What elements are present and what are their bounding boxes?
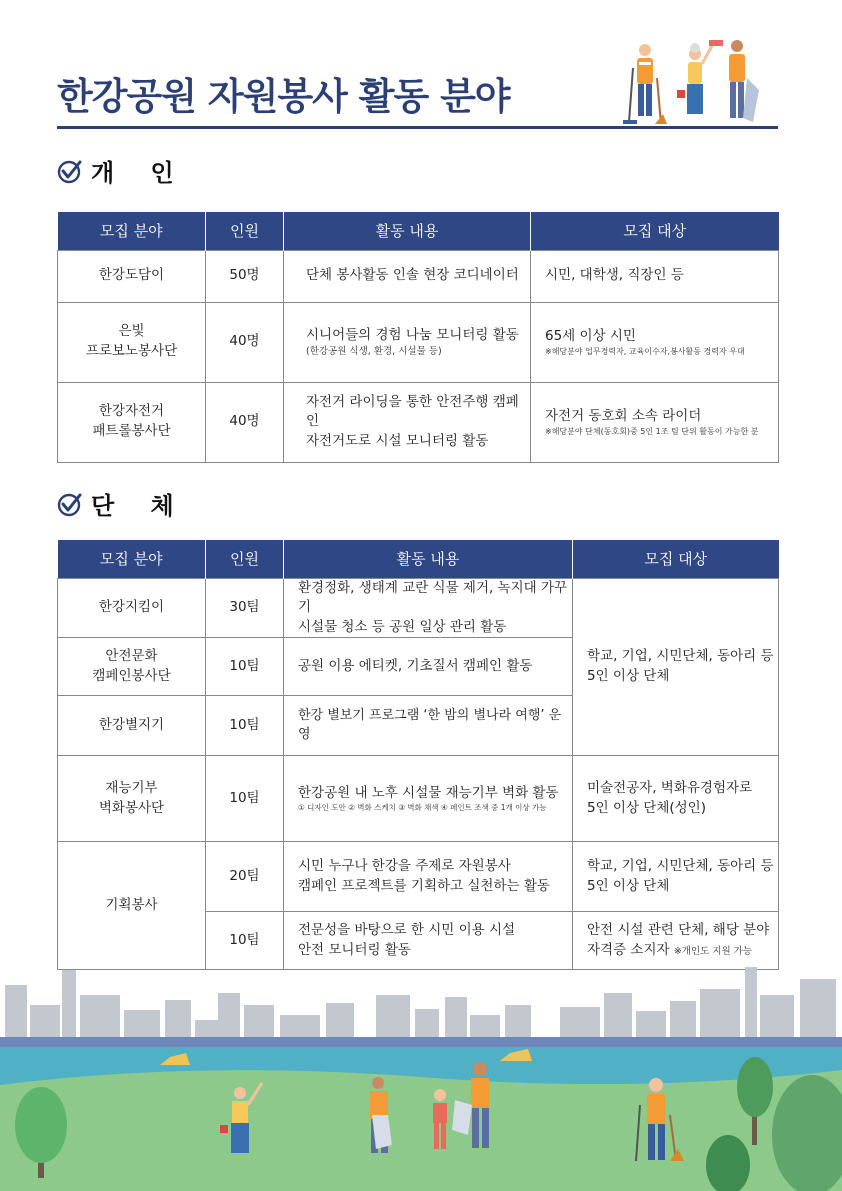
- table-row: [58, 756, 779, 842]
- target-cell: [531, 302, 779, 382]
- section-individual: [57, 153, 188, 188]
- check-circle-icon: [57, 491, 83, 517]
- field-cell: 기획봉사: [58, 842, 206, 970]
- activity-cell: 공원 이용 에티켓, 기초질서 캠페인 활동: [284, 638, 573, 696]
- column-header: 인원: [206, 212, 284, 250]
- volunteer-illustration: [615, 38, 765, 130]
- park-scene-illustration: [0, 965, 842, 1191]
- field-cell: 재능기부 벽화봉사단: [58, 756, 206, 842]
- field-cell: 안전문화 캠페인봉사단: [58, 638, 206, 696]
- column-header: 모집 분야: [58, 212, 206, 250]
- count-cell: 20팀: [206, 842, 284, 912]
- activity-cell: 전문성을 바탕으로 한 시민 이용 시설 안전 모니터링 활동: [284, 912, 573, 970]
- target-cell: 미술전공자, 벽화유경험자로 5인 이상 단체(성인): [573, 756, 779, 842]
- count-cell: 10팀: [206, 696, 284, 756]
- table-header-row: [58, 212, 779, 250]
- column-header: 모집 대상: [531, 212, 779, 250]
- column-header: 활동 내용: [284, 212, 531, 250]
- count-cell: 10팀: [206, 912, 284, 970]
- table-header-row: [58, 540, 779, 578]
- activity-cell: 자전거 라이딩을 통한 안전주행 캠페인 자전거도로 시설 모니터링 활동: [284, 382, 531, 462]
- activity-cell: [284, 756, 573, 842]
- target-cell: [573, 912, 779, 970]
- activity-text: 한강공원 내 노후 시설물 재능기부 벽화 활동: [298, 784, 559, 801]
- section-individual-heading: 개 인: [91, 159, 188, 187]
- group-table: [57, 540, 779, 970]
- section-group-heading: 단 체: [91, 492, 188, 520]
- target-note: ※개인도 지원 가능: [673, 945, 753, 957]
- field-cell: 은빛 프로보노봉사단: [58, 302, 206, 382]
- target-text: 65세 이상 시민: [545, 327, 636, 344]
- column-header: 모집 대상: [573, 540, 779, 578]
- table-row: [58, 250, 779, 302]
- field-cell: 한강별지기: [58, 696, 206, 756]
- activity-cell: [284, 302, 531, 382]
- column-header: 활동 내용: [284, 540, 573, 578]
- target-cell: [531, 382, 779, 462]
- count-cell: 30팀: [206, 578, 284, 638]
- check-circle-icon: [57, 158, 83, 184]
- activity-text: 시니어들의 경험 나눔 모니터링 활동: [306, 326, 519, 343]
- target-cell: 학교, 기업, 시민단체, 동아리 등 5인 이상 단체: [573, 578, 779, 756]
- activity-subtext: (한강공원 식생, 환경, 시설물 등): [306, 346, 442, 358]
- target-text: 자전거 동호회 소속 라이더: [545, 407, 702, 424]
- table-row: [58, 302, 779, 382]
- target-note: ※해당분야 업무경력자, 교육이수자,봉사활동 경력자 우대: [545, 347, 745, 357]
- activity-subtext: ① 디자인 도안 ② 벽화 스케치 ③ 벽화 채색 ④ 페인트 조색 중 1개 이상 가능: [298, 803, 547, 813]
- target-cell: 시민, 대학생, 직장인 등: [531, 250, 779, 302]
- activity-cell: 한강 별보기 프로그램 ‘한 밤의 별나라 여행’ 운영: [284, 696, 573, 756]
- individual-table: [57, 212, 779, 463]
- field-cell: 한강도담이: [58, 250, 206, 302]
- column-header: 인원: [206, 540, 284, 578]
- target-text: 안전 시설 관련 단체, 해당 분야 자격증 소지자: [587, 922, 770, 958]
- activity-cell: 시민 누구나 한강을 주제로 자원봉사 캠페인 프로젝트를 기획하고 실천하는 활동: [284, 842, 573, 912]
- field-cell: 한강지킴이: [58, 578, 206, 638]
- count-cell: 50명: [206, 250, 284, 302]
- activity-cell: 단체 봉사활동 인솔 현장 코디네이터: [284, 250, 531, 302]
- page-title: 한강공원 자원봉사 활동 분야: [57, 75, 510, 118]
- table-row: [58, 578, 779, 638]
- count-cell: 40명: [206, 382, 284, 462]
- count-cell: 10팀: [206, 638, 284, 696]
- activity-cell: 환경정화, 생태계 교란 식물 제거, 녹지대 가꾸기 시설물 청소 등 공원 일상 관리 활동: [284, 578, 573, 638]
- target-cell: 학교, 기업, 시민단체, 동아리 등 5인 이상 단체: [573, 842, 779, 912]
- table-row: [58, 382, 779, 462]
- target-note: ※해당분야 단체(동호회)중 5인 1조 팀 단위 활동이 가능한 분: [545, 427, 759, 437]
- table-row: [58, 842, 779, 912]
- count-cell: 10팀: [206, 756, 284, 842]
- count-cell: 40명: [206, 302, 284, 382]
- column-header: 모집 분야: [58, 540, 206, 578]
- section-group: [57, 486, 188, 521]
- field-cell: 한강자전거 패트롤봉사단: [58, 382, 206, 462]
